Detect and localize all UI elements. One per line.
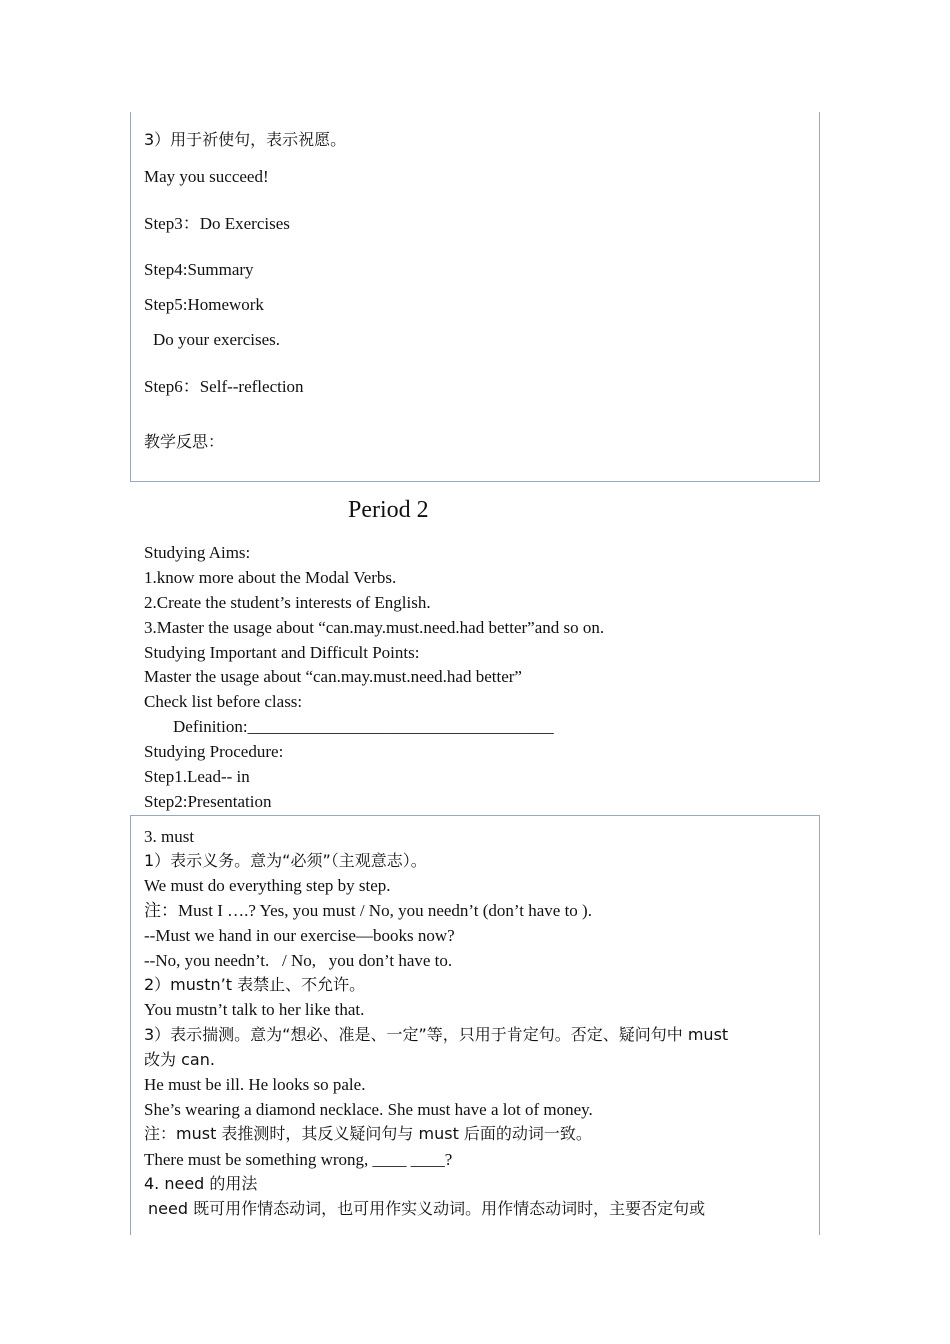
period-title: Period 2	[348, 497, 429, 523]
step2-heading: Step2:Presentation	[144, 792, 272, 811]
step3-heading: Step3：Do Exercises	[144, 214, 290, 233]
homework-text: Do your exercises.	[153, 330, 280, 349]
need-usage: need 既可用作情态动词，也可用作实义动词。用作情态动词时，主要否定句或	[148, 1199, 706, 1218]
usage-3-heading: 3）用于祈使句，表示祝愿。	[144, 130, 347, 149]
definition-blank: Definition:____________________________________	[173, 717, 554, 736]
must-note-1: 注：Must I ….? Yes, you must / No, you needn’t (don’t have to ).	[144, 901, 592, 920]
step4-heading: Step4:Summary	[144, 260, 254, 279]
key-points-text: Master the usage about “can.may.must.need.had better”	[144, 667, 522, 686]
studying-aims-heading: Studying Aims:	[144, 543, 251, 562]
must-example-3: She’s wearing a diamond necklace. She must have a lot of money.	[144, 1100, 593, 1119]
example-sentence: May you succeed!	[144, 167, 269, 186]
must-dialog-question: --Must we hand in our exercise—books now?	[144, 926, 455, 945]
aim-1: 1.know more about the Modal Verbs.	[144, 568, 397, 587]
aim-2: 2.Create the student’s interests of English.	[144, 593, 431, 612]
must-example-1: We must do everything step by step.	[144, 876, 391, 895]
must-exercise: There must be something wrong, ____ ____?	[144, 1150, 453, 1169]
procedure-heading: Studying Procedure:	[144, 742, 284, 761]
must-example-2: He must be ill. He looks so pale.	[144, 1075, 366, 1094]
mustnt-usage: 2）mustn’t 表禁止、不允许。	[144, 975, 366, 994]
check-list-heading: Check list before class:	[144, 692, 303, 711]
need-heading: 4. need 的用法	[144, 1174, 258, 1193]
must-dialog-answer: --No, you needn’t. / No, you don’t have to.	[144, 951, 453, 970]
step6-heading: Step6：Self--reflection	[144, 377, 304, 396]
must-usage-3-cont: 改为 can.	[144, 1050, 215, 1069]
step1-heading: Step1.Lead-- in	[144, 767, 250, 786]
mustnt-example: You mustn’t talk to her like that.	[144, 1000, 365, 1019]
must-note-2: 注：must 表推测时，其反义疑问句与 must 后面的动词一致。	[144, 1124, 592, 1143]
must-usage-1: 1）表示义务。意为“必须”（主观意志）。	[144, 851, 427, 870]
step5-heading: Step5:Homework	[144, 295, 264, 314]
aim-3: 3.Master the usage about “can.may.must.need.had better”and so on.	[144, 618, 605, 637]
must-heading: 3. must	[144, 827, 195, 846]
key-points-heading: Studying Important and Difficult Points:	[144, 643, 420, 662]
must-usage-3: 3）表示揣测。意为“想必、准是、一定”等，只用于肯定句。否定、疑问句中 must	[144, 1025, 729, 1044]
teaching-reflection-label: 教学反思：	[144, 432, 225, 451]
